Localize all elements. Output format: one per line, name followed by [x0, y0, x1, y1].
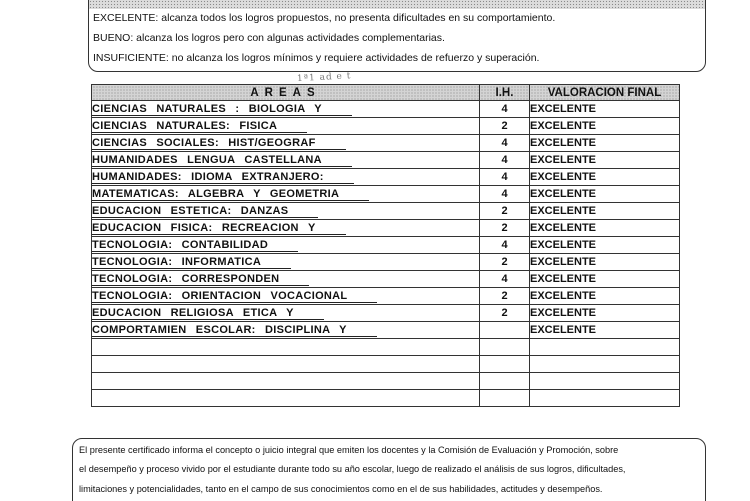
- valoracion-cell: EXCELENTE: [530, 152, 680, 169]
- table-row: [92, 220, 680, 237]
- legend-insuficiente: INSUFICIENTE: no alcanza los logros mínimos y requiere actividades de refuerzo y superación.: [93, 52, 540, 64]
- table-header-row: [92, 85, 680, 101]
- area-name: CIENCIAS SOCIALES: HIST/GEOGRAF: [92, 137, 346, 150]
- area-name: TECNOLOGIA: CORRESPONDEN: [92, 273, 309, 286]
- table-row: [92, 390, 680, 407]
- legend-header-shading: [89, 0, 705, 9]
- area-cell: [92, 169, 480, 186]
- valoracion-cell: EXCELENTE: [530, 305, 680, 322]
- table-row: [92, 305, 680, 322]
- area-cell: [92, 101, 480, 118]
- area-cell: [92, 339, 480, 356]
- ih-cell: 4: [480, 237, 530, 254]
- valoracion-cell: [530, 390, 680, 407]
- ih-cell: 2: [480, 254, 530, 271]
- valoracion-cell: [530, 339, 680, 356]
- area-cell: [92, 271, 480, 288]
- area-cell: [92, 203, 480, 220]
- certificate-note-box: [72, 438, 706, 501]
- area-cell: [92, 220, 480, 237]
- area-cell: [92, 390, 480, 407]
- table-row: [92, 237, 680, 254]
- area-cell: [92, 288, 480, 305]
- area-cell: [92, 118, 480, 135]
- area-cell: [92, 254, 480, 271]
- area-name: HUMANIDADES: IDIOMA EXTRANJERO:: [92, 171, 354, 184]
- ih-cell: 2: [480, 118, 530, 135]
- grades-table: [91, 84, 680, 407]
- ih-cell: 2: [480, 305, 530, 322]
- valoracion-cell: EXCELENTE: [530, 237, 680, 254]
- table-row: [92, 254, 680, 271]
- table-row: [92, 271, 680, 288]
- area-name: EDUCACION ESTETICA: DANZAS: [92, 205, 318, 218]
- valoracion-cell: [530, 356, 680, 373]
- area-cell: [92, 152, 480, 169]
- table-row: [92, 203, 680, 220]
- area-cell: [92, 135, 480, 152]
- valoracion-cell: EXCELENTE: [530, 135, 680, 152]
- table-row: [92, 339, 680, 356]
- ih-cell: 2: [480, 203, 530, 220]
- grades-body: [92, 101, 680, 407]
- area-name: CIENCIAS NATURALES: FISICA: [92, 120, 307, 133]
- area-name: TECNOLOGIA: INFORMATICA: [92, 256, 291, 269]
- table-row: [92, 152, 680, 169]
- legend-bueno: BUENO: alcanza los logros pero con algunas actividades complementarias.: [93, 32, 445, 44]
- valoracion-cell: EXCELENTE: [530, 271, 680, 288]
- note-line-3: limitaciones y potencialidades, tanto en el campo de sus conocimientos como en el de sus habilidades, actitudes y desempeños.: [79, 484, 603, 494]
- header-ih: I.H.: [480, 85, 530, 101]
- ih-cell: 4: [480, 169, 530, 186]
- area-cell: [92, 356, 480, 373]
- header-areas: AREAS: [92, 85, 480, 101]
- table-row: [92, 101, 680, 118]
- area-name: HUMANIDADES LENGUA CASTELLANA: [92, 154, 352, 167]
- valoracion-cell: [530, 373, 680, 390]
- ih-cell: 4: [480, 186, 530, 203]
- table-row: [92, 373, 680, 390]
- area-name: TECNOLOGIA: ORIENTACION VOCACIONAL: [92, 290, 377, 303]
- ih-cell: 2: [480, 288, 530, 305]
- area-name: EDUCACION RELIGIOSA ETICA Y: [92, 307, 324, 320]
- note-line-1: El presente certificado informa el concepto o juicio integral que emiten los docentes y la Comisión de Evaluación y Promoción, sobre: [79, 445, 619, 455]
- table-row: [92, 118, 680, 135]
- area-name: CIENCIAS NATURALES : BIOLOGIA Y: [92, 103, 352, 116]
- ih-cell: 4: [480, 135, 530, 152]
- note-line-2: el desempeño y proceso vivido por el estudiante durante todo su año escolar, luego de realizado el análisis de sus logros, dificultades,: [79, 464, 626, 474]
- table-row: [92, 288, 680, 305]
- valoracion-cell: EXCELENTE: [530, 220, 680, 237]
- area-cell: [92, 237, 480, 254]
- area-cell: [92, 322, 480, 339]
- ih-cell: [480, 322, 530, 339]
- table-row: [92, 135, 680, 152]
- header-valoracion: VALORACION FINAL: [530, 85, 680, 101]
- valoracion-cell: EXCELENTE: [530, 254, 680, 271]
- area-name: COMPORTAMIEN ESCOLAR: DISCIPLINA Y: [92, 324, 377, 337]
- ih-cell: [480, 373, 530, 390]
- ih-cell: [480, 356, 530, 373]
- faint-stamp-mark: 1ª1 ad e t: [296, 71, 352, 85]
- valoracion-cell: EXCELENTE: [530, 101, 680, 118]
- valoracion-cell: EXCELENTE: [530, 203, 680, 220]
- area-name: EDUCACION FISICA: RECREACION Y: [92, 222, 346, 235]
- valoracion-cell: EXCELENTE: [530, 186, 680, 203]
- area-name: MATEMATICAS: ALGEBRA Y GEOMETRIA: [92, 188, 369, 201]
- valoracion-cell: EXCELENTE: [530, 288, 680, 305]
- ih-cell: [480, 390, 530, 407]
- ih-cell: 4: [480, 271, 530, 288]
- ih-cell: [480, 339, 530, 356]
- ih-cell: 4: [480, 101, 530, 118]
- valoracion-cell: EXCELENTE: [530, 118, 680, 135]
- ih-cell: 4: [480, 152, 530, 169]
- valoracion-cell: EXCELENTE: [530, 169, 680, 186]
- grading-legend-box: [88, 0, 706, 72]
- valoracion-cell: EXCELENTE: [530, 322, 680, 339]
- area-cell: [92, 373, 480, 390]
- ih-cell: 2: [480, 220, 530, 237]
- legend-excelente: EXCELENTE: alcanza todos los logros propuestos, no presenta dificultades en su comportamiento.: [93, 12, 556, 24]
- area-cell: [92, 186, 480, 203]
- table-row: [92, 186, 680, 203]
- table-row: [92, 322, 680, 339]
- area-cell: [92, 305, 480, 322]
- table-row: [92, 356, 680, 373]
- table-row: [92, 169, 680, 186]
- area-name: TECNOLOGIA: CONTABILIDAD: [92, 239, 298, 252]
